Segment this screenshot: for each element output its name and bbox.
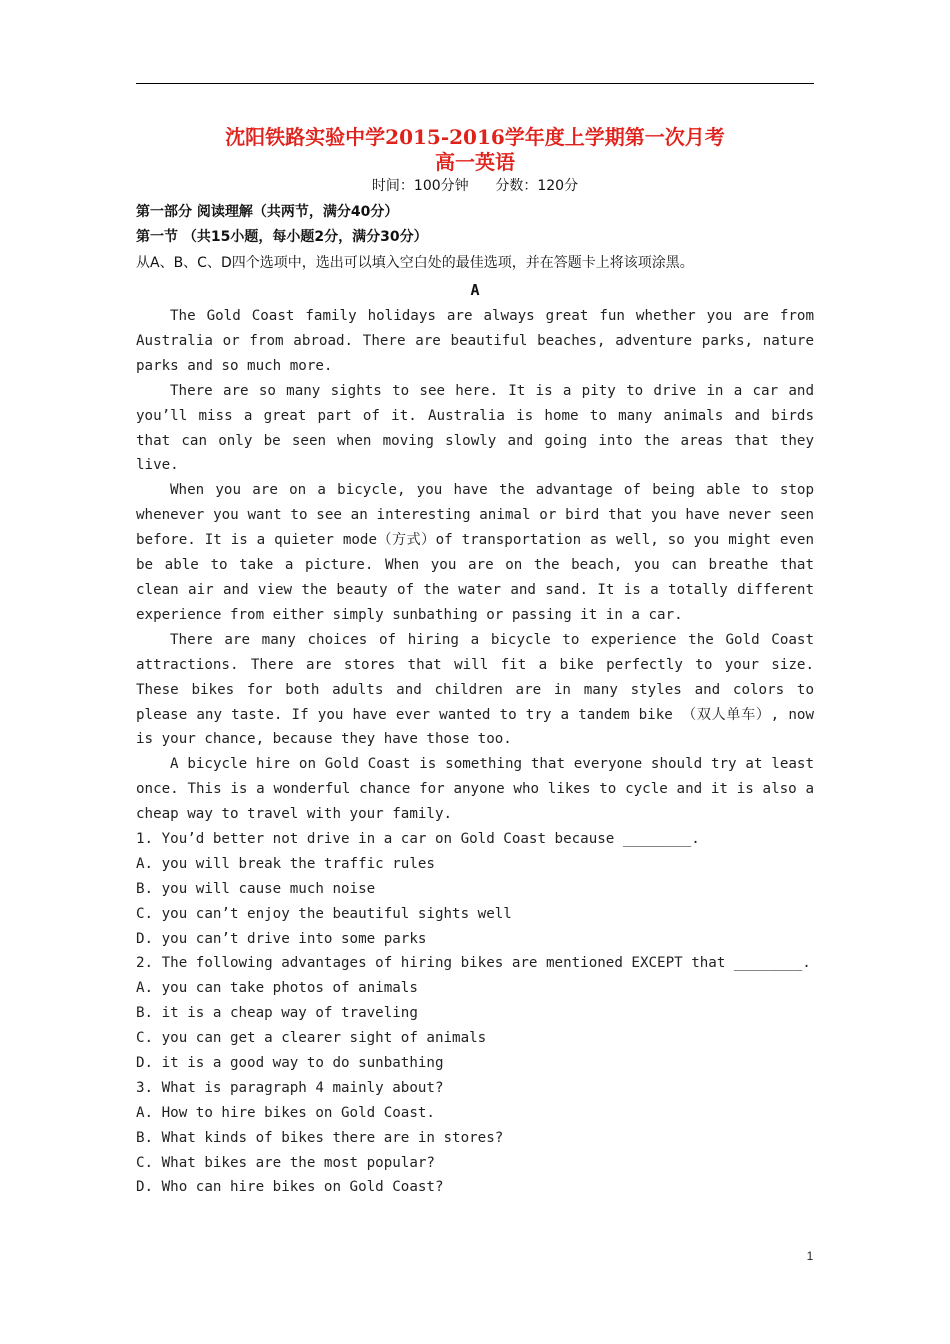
reading-passage	[136, 304, 814, 827]
page-number: 1	[806, 1249, 814, 1263]
question-stem: 2. The following advantages of hiring bikes are mentioned EXCEPT that ________.	[136, 955, 811, 972]
passage-paragraph: There are so many sights to see here. It is a pity to drive in a car and you’ll miss a great part of it. Australia is home to many animals and birds that can only be seen when moving slowly and going into the areas that they live.	[136, 382, 814, 474]
question-option: D. Who can hire bikes on Gold Coast?	[136, 1179, 444, 1196]
passage-paragraph: When you are on a bicycle, you have the advantage of being able to stop whenever you want to see an interesting animal or bird that you have never seen before. It is a quieter mode（方式）of transportation as well, so you might even be able to take a picture. When you are on the beach, you can breathe that clean air and view the beauty of the water and sand. It is a totally different experience from either simply sunbathing or passing it in a car.	[136, 482, 814, 623]
question-option: C. you can get a clearer sight of animals	[136, 1030, 487, 1047]
passage-paragraph: The Gold Coast family holidays are always great fun whether you are from Australia or from abroad. There are beautiful beaches, adventure parks, nature parks and so much more.	[136, 308, 814, 374]
question-stem: 1. You’d better not drive in a car on Gold Coast because ________.	[136, 831, 700, 847]
exam-title: 沈阳铁路实验中学2015-2016学年度上学期第一次月考	[225, 125, 725, 149]
part-heading: 第一部分 阅读理解（共两节，满分40分）	[136, 204, 399, 220]
question-stem: 3. What is paragraph 4 mainly about?	[136, 1079, 444, 1096]
instruction-text: 从A、B、C、D四个选项中，选出可以填入空白处的最佳选项，并在答题卡上将该项涂黑。	[136, 255, 694, 271]
question-option: A. How to hire bikes on Gold Coast.	[136, 1104, 435, 1121]
question-option: A. you will break the traffic rules	[136, 855, 435, 872]
passage-paragraph: A bicycle hire on Gold Coast is something that everyone should try at least once. This is a wonderful chance for anyone who likes to cycle and it is also a cheap way to travel with your family.	[136, 756, 814, 823]
question-list	[136, 827, 814, 1200]
subsection-heading: 第一节 （共15小题，每小题2分，满分30分）	[136, 229, 428, 245]
exam-meta: 时间：100分钟 分数：120分	[371, 178, 579, 194]
passage-label: A	[470, 281, 480, 299]
question-option: C. What bikes are the most popular?	[136, 1154, 435, 1171]
exam-subtitle: 高一英语	[435, 150, 515, 174]
question-option: B. you will cause much noise	[136, 880, 376, 897]
header-rule	[136, 83, 814, 84]
question-option: B. What kinds of bikes there are in stores?	[136, 1129, 504, 1146]
question-option: A. you can take photos of animals	[136, 980, 418, 997]
question-option: C. you can’t enjoy the beautiful sights well	[136, 905, 512, 922]
question-option: D. it is a good way to do sunbathing	[136, 1055, 444, 1072]
question-option: D. you can’t drive into some parks	[136, 930, 427, 947]
question-option: B. it is a cheap way of traveling	[136, 1005, 418, 1022]
passage-paragraph: There are many choices of hiring a bicycle to experience the Gold Coast attractions. There are stores that will fit a bike perfectly to your size. These bikes for both adults and children are in many styles and colors to please any taste. If you have ever wanted to try a tandem bike （双人单车）, now is your chance, because they have those too.	[136, 631, 814, 748]
